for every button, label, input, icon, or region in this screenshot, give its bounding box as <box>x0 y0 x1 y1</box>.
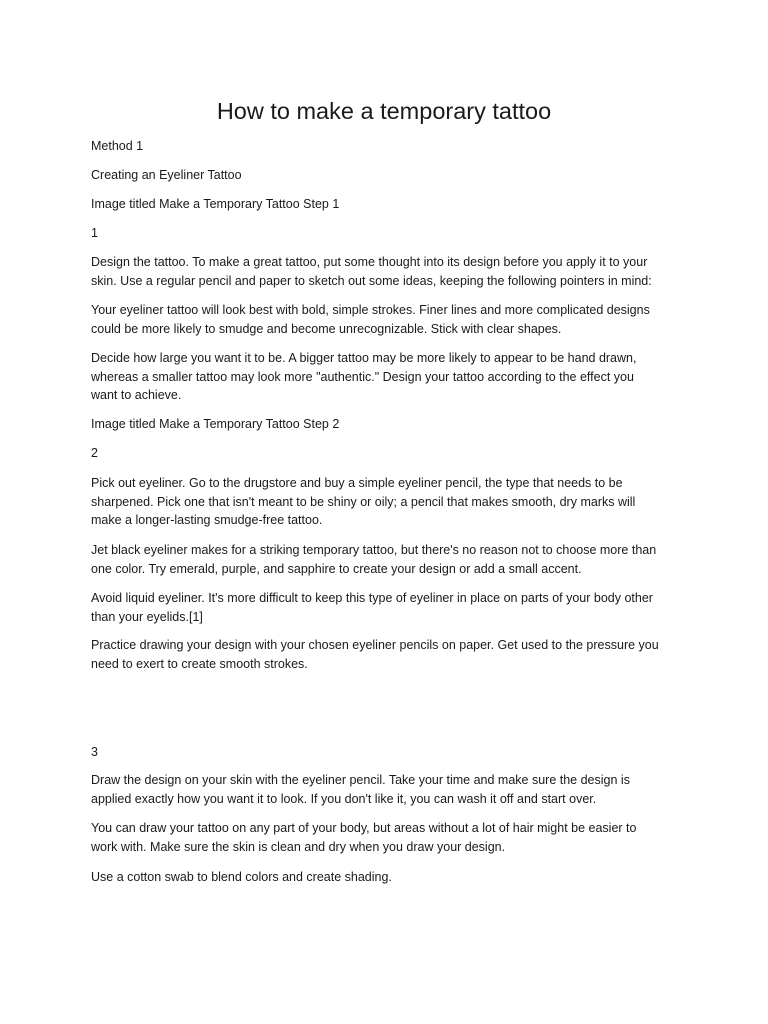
document-title: How to make a temporary tattoo <box>216 98 552 124</box>
step1-tip-2: Decide how large you want it to be. A bigger tattoo may be more likely to appear to be hand drawn, whereas a smaller tattoo may look more "authentic." Design your tattoo according to the effect you want to achieve. <box>91 351 637 402</box>
step3-tip-2: Use a cotton swab to blend colors and create shading. <box>91 870 392 884</box>
step1-image-caption: Image titled Make a Temporary Tattoo Step 1 <box>91 197 340 211</box>
step2-main-paragraph: Pick out eyeliner. Go to the drugstore and buy a simple eyeliner pencil, the type that needs to be sharpened. Pick one that isn't meant to be shiny or oily; a pencil that makes smooth, dry marks will make a longer-lasting smudge-free tattoo. <box>91 476 636 527</box>
step3-tip-1: You can draw your tattoo on any part of your body, but areas without a lot of hair might be easier to work with. Make sure the skin is clean and dry when you draw your design. <box>91 821 637 854</box>
step2-tip-3: Practice drawing your design with your chosen eyeliner pencils on paper. Get used to the pressure you need to exert to create smooth strokes. <box>91 638 659 671</box>
step3-number: 3 <box>91 745 98 759</box>
step2-image-caption: Image titled Make a Temporary Tattoo Step 2 <box>91 417 340 431</box>
step1-number: 1 <box>91 226 98 240</box>
step1-tip-1: Your eyeliner tattoo will look best with bold, simple strokes. Finer lines and more complicated designs could be more likely to smudge and become unrecognizable. Stick with clear shapes. <box>91 303 650 336</box>
step2-number: 2 <box>91 446 98 460</box>
method-label: Method 1 <box>91 139 144 153</box>
step2-tip-2: Avoid liquid eyeliner. It's more difficult to keep this type of eyeliner in place on parts of your body other than your eyelids.[1] <box>91 591 653 624</box>
method-title: Creating an Eyeliner Tattoo <box>91 168 242 182</box>
step1-main-paragraph: Design the tattoo. To make a great tattoo, put some thought into its design before you apply it to your skin. Use a regular pencil and paper to sketch out some ideas, keeping the following pointers in mind: <box>91 255 652 288</box>
step3-main-paragraph: Draw the design on your skin with the eyeliner pencil. Take your time and make sure the design is applied exactly how you want it to look. If you don't like it, you can wash it off and start over. <box>91 773 630 806</box>
step2-tip-1: Jet black eyeliner makes for a striking temporary tattoo, but there's no reason not to choose more than one color. Try emerald, purple, and sapphire to create your design or add a small accent. <box>91 543 657 576</box>
